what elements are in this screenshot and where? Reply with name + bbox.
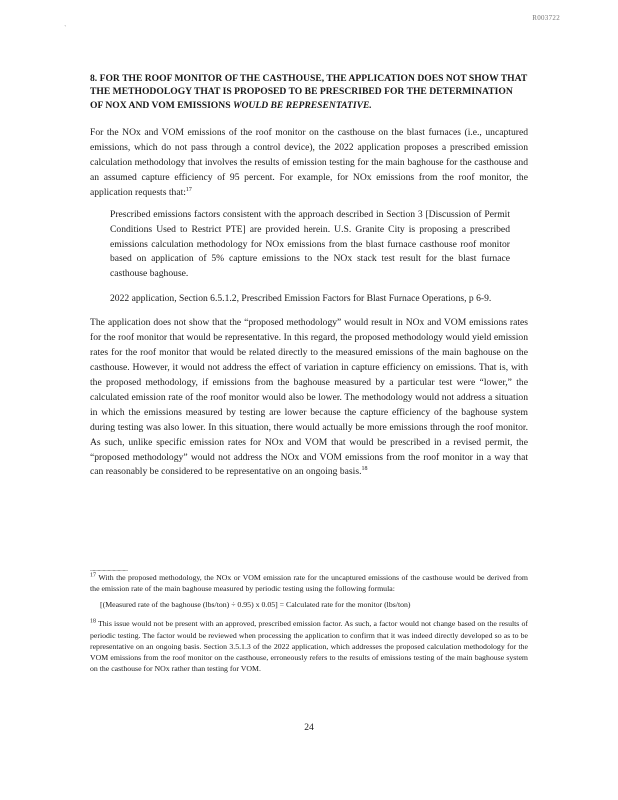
block-quote: Prescribed emissions factors consistent with the approach described in Section 3 [Discussion of Permit Conditions Used to Restrict PTE] are provided herein. U.S. Granite City is proposing a prescribed emissions calculation methodology for NOx emissions from the blast furnace casthouse roof monitor based on application of 5% capture emissions to the NOx stack test result for the blast furnace casthouse baghouse. (110, 208, 510, 280)
main-content (90, 72, 528, 480)
main-text: The application does not show that the “proposed methodology” would result in NOx and VOM emissions rates for the roof monitor that would be representative. In this regard, the proposed methodology would yield emission rates for the roof monitor that would be related directly to the measured emissions of the main baghouse on the casthouse. However, it would not address the effect of variation in capture efficiency on emissions. That is, with the proposed methodology, if emissions from the baghouse measured by a particular test were “lower,” the calculated emission rate of the roof monitor would also be lower. The methodology would not address a situation in which the emissions measured by testing are lower because the capture efficiency of the baghouse system during testing was also lower. In this situation, there would actually be more emissions through the roof monitor. As such, unlike specific emission rates for NOx and VOM that would be prescribed in a revised permit, the “proposed methodology” would not address the NOx and VOM emissions from the roof monitor in a way that can reasonably be considered to be representative on an ongoing basis. (90, 317, 528, 478)
intro-paragraph (90, 126, 528, 201)
main-paragraph (90, 316, 528, 480)
footnote-17-text: With the proposed methodology, the NOx or VOM emission rate for the uncaptured emissions of the casthouse would be derived from the emission rate of the main baghouse measured by periodic testing using the following formula: (90, 573, 528, 594)
footnote-ref-18[interactable]: 18 (361, 466, 368, 473)
section-title: FOR THE ROOF MONITOR OF THE CASTHOUSE, THE APPLICATION DOES NOT SHOW THAT THE METHODOLOGY THAT IS PROPOSED TO BE PRESCRIBED FOR THE DETERMINATION OF NOX AND VOM EMISSIONS (90, 73, 528, 111)
section-heading (90, 72, 528, 112)
footnote-17-marker: 17 (90, 572, 96, 579)
intro-text: For the NOx and VOM emissions of the roof monitor on the casthouse on the blast furnaces (i.e., uncaptured emissions, which do not pass through a control device), the 2022 application proposes a prescribed emission calculation methodology that involves the results of emission testing for the main baghouse for the casthouse and an assumed capture efficiency of 95 percent. For example, for NOx emissions from the roof monitor, the application requests that: (90, 127, 528, 198)
quote-citation: 2022 application, Section 6.5.1.2, Prescribed Emission Factors for Blast Furnace Operations, p 6-9. (110, 292, 492, 304)
section-number: 8. (90, 73, 98, 84)
scan-mark: ` (64, 24, 67, 33)
footnote-18-text: This issue would not be present with an approved, prescribed emission factor. As such, a factor would not change based on the results of periodic testing. The factor would be reviewed when processing the application to confirm that it was indeed directly developed so as to be representative on an ongoing basis. Section 3.5.1.3 of the 2022 application, which addresses the proposed calculation methodology for the VOM emissions from the roof monitor on the casthouse, erroneously refers to the results of emissions testing of the main baghouse system on the casthouse for NOx rather than testing for VOM. (90, 619, 528, 674)
footnotes-section (90, 572, 528, 674)
footnote-17 (90, 572, 528, 594)
footnote-separator: .............................. (90, 565, 128, 573)
document-id: R003722 (532, 14, 560, 22)
page-number: 24 (304, 722, 314, 733)
footnote-ref-17[interactable]: 17 (185, 186, 192, 193)
footnote-18-marker: 18 (90, 618, 96, 625)
section-title-italic: WOULD BE REPRESENTATIVE. (232, 99, 372, 111)
footnote-18 (90, 618, 528, 674)
footnote-17-formula: [(Measured rate of the baghouse (lbs/ton) ÷ 0.95) x 0.05] = Calculated rate for the monitor (lbs/ton) (100, 600, 411, 610)
